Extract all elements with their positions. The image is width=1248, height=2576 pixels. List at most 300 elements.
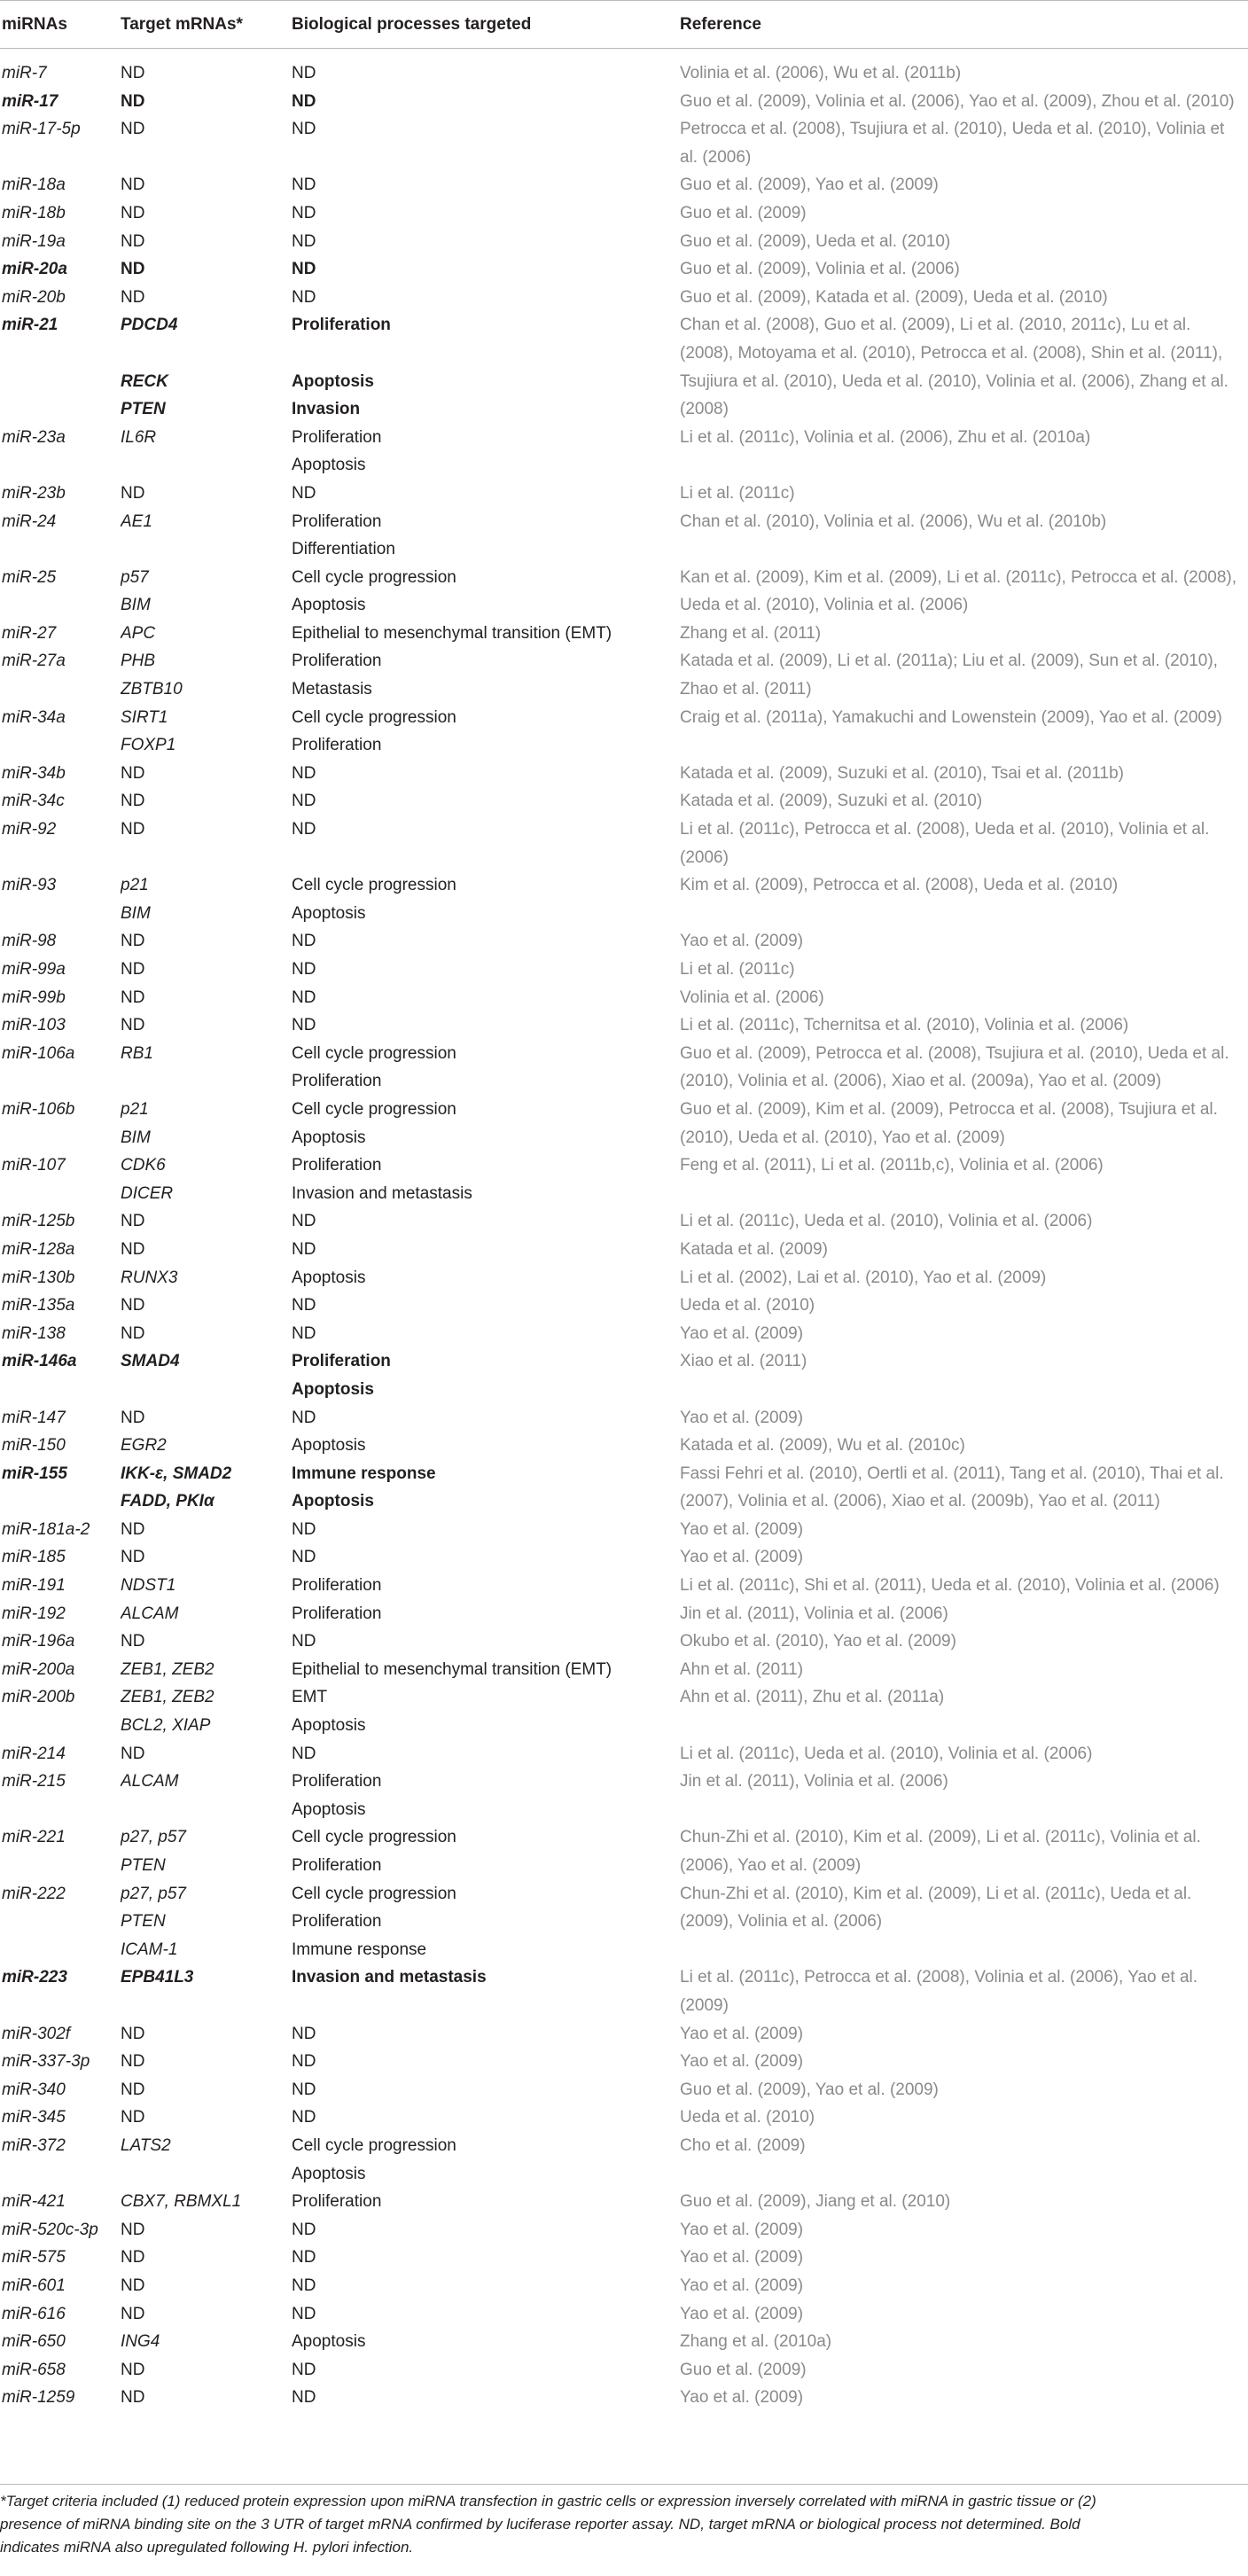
table-row bbox=[0, 927, 1248, 956]
biological-process: Proliferation bbox=[292, 2192, 382, 2212]
biological-process: ND bbox=[292, 1212, 316, 1231]
biological-process-cell bbox=[292, 620, 680, 648]
biological-process-cell bbox=[292, 787, 680, 816]
mirna-cell: miR-99a bbox=[2, 960, 66, 979]
target-mrnas-cell bbox=[121, 1432, 292, 1460]
target-mrnas-cell bbox=[121, 1040, 292, 1096]
biological-process: ND bbox=[292, 260, 316, 279]
table-footnote bbox=[0, 2484, 1248, 2559]
reference-cell: Katada et al. (2009), Suzuki et al. (2010) bbox=[680, 792, 983, 811]
biological-process-cell bbox=[292, 2328, 680, 2356]
target-mrna: ND bbox=[121, 483, 145, 503]
table-row bbox=[0, 2104, 1248, 2132]
target-mrna: p21 bbox=[121, 876, 149, 895]
target-mrnas-cell bbox=[121, 620, 292, 648]
biological-process: Apoptosis bbox=[292, 1379, 374, 1399]
target-mrna: p21 bbox=[121, 1099, 149, 1119]
target-mrnas-cell bbox=[121, 2384, 292, 2416]
target-mrna: BIM bbox=[121, 1128, 151, 1147]
mirna-cell: miR-520c-3p bbox=[2, 2220, 98, 2239]
table-row bbox=[0, 620, 1248, 648]
biological-process-cell bbox=[292, 2188, 680, 2216]
biological-process-cell bbox=[292, 1628, 680, 1656]
table-row bbox=[0, 1292, 1248, 1320]
reference-cell: Yao et al. (2009) bbox=[680, 2024, 804, 2043]
mirna-cell: miR-19a bbox=[2, 231, 66, 251]
biological-process: Proliferation bbox=[292, 511, 382, 531]
biological-process: Apoptosis bbox=[292, 1716, 366, 1736]
target-mrna: p27, p57 bbox=[121, 1884, 186, 1903]
biological-process: Proliferation bbox=[292, 1604, 382, 1623]
target-mrnas-cell bbox=[121, 1740, 292, 1768]
table-row bbox=[0, 2328, 1248, 2356]
biological-process-cell bbox=[292, 228, 680, 256]
biological-process-cell bbox=[292, 284, 680, 312]
biological-process-cell bbox=[292, 424, 680, 480]
target-mrna: ND bbox=[121, 820, 145, 839]
biological-process: Proliferation bbox=[292, 1156, 382, 1175]
biological-process-cell bbox=[292, 1740, 680, 1768]
target-mrna: ND bbox=[121, 1632, 145, 1651]
target-mrna: ND bbox=[121, 176, 145, 195]
biological-process: ND bbox=[292, 792, 316, 811]
table-row bbox=[0, 1543, 1248, 1572]
biological-process: ND bbox=[292, 1632, 316, 1651]
target-mrna: CDK6 bbox=[121, 1156, 166, 1175]
footnote-line: *Target criteria included (1) reduced protein expression upon miRNA transfection in gastric cells or expression inversely correlated with miRNA in gastric tissue or (2) bbox=[0, 2493, 1096, 2510]
target-mrnas-cell bbox=[121, 88, 292, 116]
target-mrna: PTEN bbox=[121, 1856, 166, 1875]
mirna-cell: miR-372 bbox=[2, 2135, 66, 2155]
biological-process-cell bbox=[292, 1347, 680, 1403]
table-row bbox=[0, 2272, 1248, 2300]
biological-process: Apoptosis bbox=[292, 456, 366, 475]
target-mrna: ND bbox=[121, 64, 145, 82]
biological-process-cell bbox=[292, 2020, 680, 2049]
biological-process: ND bbox=[292, 1239, 316, 1259]
biological-process: Proliferation bbox=[292, 427, 382, 447]
target-mrna: p57 bbox=[121, 567, 149, 587]
target-mrnas-cell bbox=[121, 1516, 292, 1544]
target-mrnas-cell bbox=[121, 2020, 292, 2049]
mirna-cell: miR-221 bbox=[2, 1828, 66, 1847]
table-row bbox=[0, 1823, 1248, 1879]
reference-cell: Guo et al. (2009) bbox=[680, 2360, 807, 2379]
target-mrna: ND bbox=[121, 2304, 145, 2323]
biological-process: ND bbox=[292, 2080, 316, 2099]
table-body bbox=[0, 49, 1248, 2416]
mirna-cell: miR-150 bbox=[2, 1436, 66, 1456]
target-mrnas-cell bbox=[121, 284, 292, 312]
target-mrnas-cell bbox=[121, 2216, 292, 2244]
reference-cell: Katada et al. (2009), Suzuki et al. (2010), Tsai et al. (2011b) bbox=[680, 763, 1124, 783]
biological-process: Apoptosis bbox=[292, 1799, 366, 1819]
biological-process-cell bbox=[292, 647, 680, 703]
reference-cell: Petrocca et al. (2008), Tsujiura et al. (2010), Ueda et al. (2010), Volinia et al. (2006) bbox=[680, 120, 1225, 167]
table-row bbox=[0, 1151, 1248, 1207]
reference-cell: Kim et al. (2009), Petrocca et al. (2008), Ueda et al. (2010) bbox=[680, 876, 1119, 895]
target-mrnas-cell bbox=[121, 2104, 292, 2132]
header-target-mrnas: Target mRNAs* bbox=[121, 1, 292, 49]
reference-cell: Guo et al. (2009), Kim et al. (2009), Petrocca et al. (2008), Tsujiura et al. (2010), Ueda et al. (2010), Yao et al. (2009) bbox=[680, 1099, 1218, 1147]
footnote-line: indicates miRNA also upregulated following H. pylori infection. bbox=[0, 2539, 414, 2556]
biological-process-cell bbox=[292, 1823, 680, 1879]
target-mrna: ND bbox=[121, 1212, 145, 1231]
target-mrnas-cell bbox=[121, 647, 292, 703]
reference-cell: Cho et al. (2009) bbox=[680, 2135, 806, 2155]
biological-process: Epithelial to mesenchymal transition (EMT) bbox=[292, 1659, 612, 1679]
mirna-cell: miR-18b bbox=[2, 203, 66, 222]
mirna-cell: miR-107 bbox=[2, 1156, 66, 1175]
biological-process: ND bbox=[292, 2220, 316, 2239]
biological-process-cell bbox=[292, 1768, 680, 1823]
target-mrnas-cell bbox=[121, 984, 292, 1012]
reference-cell: Guo et al. (2009), Volinia et al. (2006), Yao et al. (2009), Zhou et al. (2010) bbox=[680, 91, 1235, 111]
biological-process: Proliferation bbox=[292, 1576, 382, 1596]
mirna-cell: miR-17-5p bbox=[2, 120, 81, 139]
target-mrna: RB1 bbox=[121, 1043, 153, 1063]
biological-process-cell bbox=[292, 199, 680, 228]
target-mrnas-cell bbox=[121, 424, 292, 480]
target-mrna: ND bbox=[121, 1548, 145, 1567]
reference-cell: Chun-Zhi et al. (2010), Kim et al. (2009), Li et al. (2011c), Volinia et al. (2006), Yao et al. (2009) bbox=[680, 1828, 1201, 1875]
reference-cell: Yao et al. (2009) bbox=[680, 1519, 804, 1539]
table-row bbox=[0, 171, 1248, 199]
reference-cell: Zhang et al. (2010a) bbox=[680, 2332, 832, 2352]
mirna-cell: miR-103 bbox=[2, 1016, 66, 1035]
mirna-cell: miR-223 bbox=[2, 1968, 67, 1987]
mirna-cell: miR-92 bbox=[2, 820, 57, 839]
biological-process-cell bbox=[292, 1207, 680, 1236]
biological-process: Apoptosis bbox=[292, 371, 374, 391]
reference-cell: Chan et al. (2008), Guo et al. (2009), Li et al. (2010, 2011c), Lu et al. (2008), Motoyama et al. (2010), Petrocca et al. (2008), Shin et al. (2011), Tsujiura et al. (2010), Ueda et al. (2010), Volinia et al. (2006), Zhang et al. (2008) bbox=[680, 316, 1228, 419]
biological-process: ND bbox=[292, 2360, 316, 2379]
target-mrnas-cell bbox=[121, 2188, 292, 2216]
biological-process: ND bbox=[292, 987, 316, 1007]
biological-process: Apoptosis bbox=[292, 1128, 366, 1147]
biological-process: Proliferation bbox=[292, 736, 382, 755]
target-mrna: ND bbox=[121, 2052, 145, 2072]
target-mrna: ND bbox=[121, 1408, 145, 1427]
biological-process: Cell cycle progression bbox=[292, 2135, 456, 2155]
mirna-cell: miR-1259 bbox=[2, 2388, 75, 2408]
table-row bbox=[0, 1880, 1248, 1964]
biological-process-cell bbox=[292, 1264, 680, 1292]
mirna-cell: miR-421 bbox=[2, 2192, 66, 2212]
table-row bbox=[0, 480, 1248, 508]
biological-process: ND bbox=[292, 64, 316, 82]
mirna-cell: miR-20b bbox=[2, 287, 66, 307]
header-mirnas: miRNAs bbox=[0, 1, 121, 49]
target-mrna: ND bbox=[121, 91, 145, 111]
target-mrna: EGR2 bbox=[121, 1436, 167, 1456]
target-mrnas-cell bbox=[121, 1628, 292, 1656]
target-mrnas-cell bbox=[121, 1963, 292, 2019]
biological-process-cell bbox=[292, 2244, 680, 2272]
mirna-cell: miR-20a bbox=[2, 260, 67, 279]
biological-process: Cell cycle progression bbox=[292, 1884, 456, 1903]
table-row bbox=[0, 2300, 1248, 2329]
biological-process-cell bbox=[292, 564, 680, 620]
target-mrna: ND bbox=[121, 1323, 145, 1343]
target-mrna: ND bbox=[121, 260, 145, 279]
reference-cell: Li et al. (2011c), Ueda et al. (2010), Volinia et al. (2006) bbox=[680, 1212, 1093, 1231]
target-mrna: CBX7, RBMXL1 bbox=[121, 2192, 242, 2212]
table-row bbox=[0, 2384, 1248, 2416]
table-row bbox=[0, 199, 1248, 228]
biological-process: Cell cycle progression bbox=[292, 1043, 456, 1063]
biological-process: ND bbox=[292, 203, 316, 222]
table-row bbox=[0, 1347, 1248, 1403]
target-mrnas-cell bbox=[121, 1543, 292, 1572]
biological-process: ND bbox=[292, 1744, 316, 1763]
table-row bbox=[0, 647, 1248, 703]
biological-process: Apoptosis bbox=[292, 1492, 374, 1511]
reference-cell: Guo et al. (2009), Katada et al. (2009), Ueda et al. (2010) bbox=[680, 287, 1108, 307]
target-mrnas-cell bbox=[121, 1572, 292, 1600]
table-row bbox=[0, 760, 1248, 788]
target-mrnas-cell bbox=[121, 1768, 292, 1823]
target-mrna: APC bbox=[121, 623, 156, 643]
biological-process: ND bbox=[292, 1323, 316, 1343]
target-mrna: PTEN bbox=[121, 1912, 166, 1932]
biological-process: ND bbox=[292, 960, 316, 979]
target-mrnas-cell bbox=[121, 2132, 292, 2188]
biological-process: ND bbox=[292, 763, 316, 783]
biological-process: ND bbox=[292, 120, 316, 139]
target-mrna: ND bbox=[121, 1016, 145, 1035]
table-header-row bbox=[0, 1, 1248, 49]
mirna-cell: miR-98 bbox=[2, 932, 57, 951]
target-mrna: ND bbox=[121, 2080, 145, 2099]
target-mrnas-cell bbox=[121, 1404, 292, 1432]
biological-process: Apoptosis bbox=[292, 2164, 366, 2183]
target-mrnas-cell bbox=[121, 115, 292, 171]
biological-process-cell bbox=[292, 508, 680, 564]
reference-cell: Ueda et al. (2010) bbox=[680, 1296, 815, 1315]
reference-cell: Yao et al. (2009) bbox=[680, 1548, 804, 1567]
target-mrnas-cell bbox=[121, 1656, 292, 1684]
table-row bbox=[0, 1432, 1248, 1460]
target-mrna: ND bbox=[121, 231, 145, 251]
biological-process: Metastasis bbox=[292, 680, 372, 699]
target-mrna: FADD, PKIα bbox=[121, 1492, 214, 1511]
mirna-cell: miR-575 bbox=[2, 2248, 66, 2268]
header-biological-processes: Biological processes targeted bbox=[292, 1, 680, 49]
mirna-cell: miR-146a bbox=[2, 1352, 77, 1371]
reference-cell: Li et al. (2011c) bbox=[680, 960, 795, 979]
target-mrna: AE1 bbox=[121, 511, 152, 531]
target-mrnas-cell bbox=[121, 1096, 292, 1151]
biological-process: Invasion and metastasis bbox=[292, 1968, 487, 1987]
target-mrnas-cell bbox=[121, 816, 292, 871]
target-mrnas-cell bbox=[121, 508, 292, 564]
biological-process: Invasion bbox=[292, 400, 361, 419]
biological-process: ND bbox=[292, 2304, 316, 2323]
target-mrna: RECK bbox=[121, 371, 168, 391]
table-row bbox=[0, 2356, 1248, 2385]
target-mrnas-cell bbox=[121, 255, 292, 284]
mirna-cell: miR-192 bbox=[2, 1604, 66, 1623]
target-mrna: EPB41L3 bbox=[121, 1968, 194, 1987]
target-mrnas-cell bbox=[121, 228, 292, 256]
target-mrna: ND bbox=[121, 120, 145, 139]
table-row bbox=[0, 1628, 1248, 1656]
reference-cell: Ahn et al. (2011) bbox=[680, 1659, 804, 1679]
mirna-cell: miR-340 bbox=[2, 2080, 66, 2099]
table-row bbox=[0, 255, 1248, 284]
table-row bbox=[0, 1516, 1248, 1544]
reference-cell: Chan et al. (2010), Volinia et al. (2006), Wu et al. (2010b) bbox=[680, 511, 1107, 531]
reference-cell: Li et al. (2002), Lai et al. (2010), Yao et al. (2009) bbox=[680, 1268, 1047, 1287]
biological-process-cell bbox=[292, 2076, 680, 2104]
mirna-cell: miR-135a bbox=[2, 1296, 75, 1315]
target-mrna: ING4 bbox=[121, 2332, 160, 2352]
table-row bbox=[0, 1683, 1248, 1739]
biological-process: Apoptosis bbox=[292, 2332, 366, 2352]
reference-cell: Feng et al. (2011), Li et al. (2011b,c), Volinia et al. (2006) bbox=[680, 1156, 1104, 1175]
target-mrnas-cell bbox=[121, 1823, 292, 1879]
reference-cell: Guo et al. (2009), Yao et al. (2009) bbox=[680, 2080, 939, 2099]
biological-process: Proliferation bbox=[292, 316, 391, 335]
reference-cell: Li et al. (2011c), Petrocca et al. (2008), Volinia et al. (2006), Yao et al. (2009) bbox=[680, 1968, 1198, 2015]
reference-cell: Guo et al. (2009), Volinia et al. (2006) bbox=[680, 260, 960, 279]
table-row bbox=[0, 2188, 1248, 2216]
biological-process-cell bbox=[292, 171, 680, 199]
target-mrna: ND bbox=[121, 2248, 145, 2268]
reference-cell: Li et al. (2011c), Tchernitsa et al. (2010), Volinia et al. (2006) bbox=[680, 1016, 1129, 1035]
target-mrna: ND bbox=[121, 763, 145, 783]
target-mrna: ND bbox=[121, 792, 145, 811]
footnote-line: presence of miRNA binding site on the 3 UTR of target mRNA confirmed by luciferase reporter assay. ND, target mRNA or biological process not determined. Bold bbox=[0, 2516, 1080, 2533]
biological-process-cell bbox=[292, 2384, 680, 2416]
biological-process-cell bbox=[292, 1292, 680, 1320]
reference-cell: Volinia et al. (2006) bbox=[680, 987, 824, 1007]
target-mrnas-cell bbox=[121, 2244, 292, 2272]
mirna-cell: miR-106a bbox=[2, 1043, 75, 1063]
mirna-cell: miR-181a-2 bbox=[2, 1519, 90, 1539]
table-row bbox=[0, 2132, 1248, 2188]
reference-cell: Li et al. (2011c), Shi et al. (2011), Ueda et al. (2010), Volinia et al. (2006) bbox=[680, 1576, 1220, 1596]
biological-process: ND bbox=[292, 2024, 316, 2043]
reference-cell: Li et al. (2011c), Ueda et al. (2010), Volinia et al. (2006) bbox=[680, 1744, 1093, 1763]
target-mrna: PDCD4 bbox=[121, 316, 178, 335]
biological-process: ND bbox=[292, 91, 316, 111]
biological-process: Cell cycle progression bbox=[292, 1099, 456, 1119]
biological-process-cell bbox=[292, 871, 680, 927]
target-mrna: IL6R bbox=[121, 427, 157, 447]
table-row bbox=[0, 2216, 1248, 2244]
biological-process-cell bbox=[292, 1543, 680, 1572]
table-row bbox=[0, 1011, 1248, 1040]
target-mrna: ND bbox=[121, 2275, 145, 2295]
mirna-cell: miR-27 bbox=[2, 623, 57, 643]
biological-process: Differentiation bbox=[292, 540, 395, 559]
target-mrna: ALCAM bbox=[121, 1604, 179, 1623]
biological-process-cell bbox=[292, 1460, 680, 1516]
target-mrna: NDST1 bbox=[121, 1576, 176, 1596]
target-mrna: ND bbox=[121, 2360, 145, 2379]
reference-cell: Chun-Zhi et al. (2010), Kim et al. (2009), Li et al. (2011c), Ueda et al. (2009), Volinia et al. (2006) bbox=[680, 1884, 1192, 1932]
mirna-cell: miR-191 bbox=[2, 1576, 66, 1596]
target-mrna: PTEN bbox=[121, 400, 166, 419]
biological-process: Cell cycle progression bbox=[292, 707, 456, 727]
biological-process: Cell cycle progression bbox=[292, 567, 456, 587]
table-row bbox=[0, 424, 1248, 480]
target-mrnas-cell bbox=[121, 199, 292, 228]
table-row bbox=[0, 1040, 1248, 1096]
mirna-cell: miR-200b bbox=[2, 1688, 75, 1707]
target-mrnas-cell bbox=[121, 704, 292, 760]
biological-process-cell bbox=[292, 1600, 680, 1628]
biological-process-cell bbox=[292, 1683, 680, 1739]
biological-process-cell bbox=[292, 760, 680, 788]
biological-process: ND bbox=[292, 1548, 316, 1567]
mirna-cell: miR-215 bbox=[2, 1772, 66, 1791]
reference-cell: Yao et al. (2009) bbox=[680, 2248, 804, 2268]
table-row bbox=[0, 1740, 1248, 1768]
mirna-cell: miR-214 bbox=[2, 1744, 66, 1763]
reference-cell: Yao et al. (2009) bbox=[680, 1408, 804, 1427]
target-mrnas-cell bbox=[121, 1347, 292, 1403]
biological-process: Invasion and metastasis bbox=[292, 1183, 472, 1203]
biological-process-cell bbox=[292, 2356, 680, 2385]
target-mrnas-cell bbox=[121, 2048, 292, 2076]
reference-cell: Kan et al. (2009), Kim et al. (2009), Li et al. (2011c), Petrocca et al. (2008), Ueda et al. (2010), Volinia et al. (2006) bbox=[680, 567, 1237, 615]
target-mrna: ZEB1, ZEB2 bbox=[121, 1688, 214, 1707]
table-row bbox=[0, 956, 1248, 984]
target-mrnas-cell bbox=[121, 2328, 292, 2356]
mirna-cell: miR-337-3p bbox=[2, 2052, 90, 2072]
biological-process-cell bbox=[292, 255, 680, 284]
biological-process: Proliferation bbox=[292, 652, 382, 671]
biological-process-cell bbox=[292, 1432, 680, 1460]
target-mrna bbox=[121, 340, 292, 368]
table-row bbox=[0, 1207, 1248, 1236]
table-row bbox=[0, 284, 1248, 312]
mirna-cell: miR-34a bbox=[2, 707, 66, 727]
reference-cell: Okubo et al. (2010), Yao et al. (2009) bbox=[680, 1632, 956, 1651]
target-mrna: ND bbox=[121, 987, 145, 1007]
biological-process: EMT bbox=[292, 1688, 328, 1707]
biological-process: ND bbox=[292, 2388, 316, 2408]
biological-process: ND bbox=[292, 1296, 316, 1315]
mirna-cell: miR-196a bbox=[2, 1632, 75, 1651]
target-mrnas-cell bbox=[121, 49, 292, 88]
biological-process: Apoptosis bbox=[292, 1436, 366, 1456]
biological-process: ND bbox=[292, 2275, 316, 2295]
target-mrnas-cell bbox=[121, 311, 292, 423]
table-row bbox=[0, 1320, 1248, 1348]
mirna-cell: miR-34c bbox=[2, 792, 65, 811]
biological-process: ND bbox=[292, 820, 316, 839]
mirna-cell: miR-650 bbox=[2, 2332, 66, 2352]
biological-process-cell bbox=[292, 2132, 680, 2188]
target-mrnas-cell bbox=[121, 2300, 292, 2329]
reference-cell: Katada et al. (2009), Li et al. (2011a); Liu et al. (2009), Sun et al. (2010), Zhao et al. (2011) bbox=[680, 652, 1218, 699]
mirna-cell: miR-23b bbox=[2, 483, 66, 503]
table-row bbox=[0, 49, 1248, 88]
reference-cell: Guo et al. (2009), Ueda et al. (2010) bbox=[680, 231, 951, 251]
reference-cell: Yao et al. (2009) bbox=[680, 1323, 804, 1343]
target-mrnas-cell bbox=[121, 1292, 292, 1320]
target-mrna: ZBTB10 bbox=[121, 680, 183, 699]
mirna-cell: miR-25 bbox=[2, 567, 57, 587]
biological-process: ND bbox=[292, 2248, 316, 2268]
reference-cell: Guo et al. (2009), Yao et al. (2009) bbox=[680, 176, 939, 195]
biological-process-cell bbox=[292, 311, 680, 423]
reference-cell: Katada et al. (2009), Wu et al. (2010c) bbox=[680, 1436, 965, 1456]
